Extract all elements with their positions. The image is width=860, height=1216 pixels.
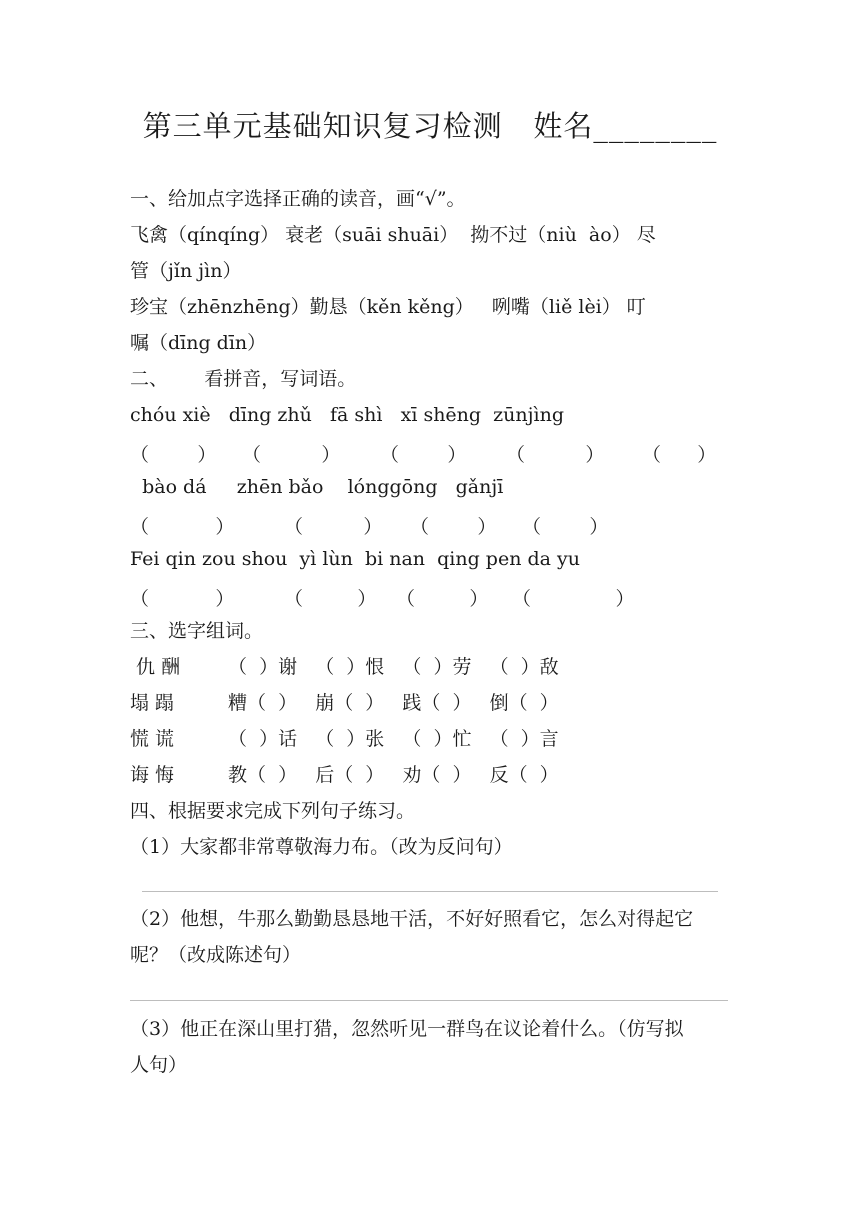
section1-line2: 管（jǐn jìn） <box>130 260 242 282</box>
answer-blank[interactable]: （ ） <box>130 516 235 538</box>
question-2-line2: 呢？（改成陈述句） <box>130 944 302 966</box>
answer-blank[interactable]: （ ） <box>130 444 217 466</box>
answer-blank[interactable]: （ ） <box>522 516 609 538</box>
question-3-line1: （3）他正在深山里打猎，忽然听见一群鸟在议论着什么。（仿写拟 <box>130 1018 684 1040</box>
char-pair-3: 慌 谎 <box>130 728 175 750</box>
word-blanks-1[interactable]: （ ）谢 （ ）恨 （ ）劳 （ ）敌 <box>228 656 559 678</box>
word-blanks-2[interactable]: 糟（ ） 崩（ ） 践（ ） 倒（ ） <box>228 692 559 714</box>
answer-blank[interactable]: （ ） <box>242 444 341 466</box>
answer-blank[interactable]: （ ） <box>284 588 377 610</box>
section1-line4: 嘱（dīng dīn） <box>130 332 267 354</box>
answer-blank[interactable]: （ ） <box>130 588 235 610</box>
char-pair-1: 仇 酬 <box>130 656 181 678</box>
section1-line1: 飞禽（qínqíng） 衰老（suāi shuāi） 拗不过（niù ào） 尽 <box>130 224 656 246</box>
answer-blank[interactable]: （ ） <box>284 516 383 538</box>
question-2-line1: （2）他想，牛那么勤勤恳恳地干活，不好好照看它，怎么对得起它 <box>130 908 694 930</box>
answer-blank[interactable]: （ ） <box>512 588 635 610</box>
section3-heading: 三、选字组词。 <box>130 620 264 642</box>
page-title: 第三单元基础知识复习检测 姓名________ <box>142 109 718 143</box>
word-blanks-4[interactable]: 教（ ） 后（ ） 劝（ ） 反（ ） <box>228 764 559 786</box>
question-3-line2: 人句） <box>130 1054 188 1076</box>
section1-line3: 珍宝（zhēnzhēng）勤恳（kěn kěng） 咧嘴（liě lèi） 叮 <box>130 296 646 318</box>
pinyin-row-3: Fei qin zou shou yì lùn bi nan qing pen da yu <box>130 548 580 570</box>
char-pair-2: 塌 蹋 <box>130 692 175 714</box>
answer-line-2[interactable] <box>130 1000 728 1001</box>
section1-heading: 一、给加点字选择正确的读音，画“√”。 <box>130 188 466 210</box>
answer-line-1[interactable] <box>142 891 718 892</box>
question-1: （1）大家都非常尊敬海力布。（改为反问句） <box>130 836 513 858</box>
answer-blank[interactable]: （ ） <box>642 444 717 466</box>
pinyin-row-1: chóu xiè dīng zhǔ fā shì xī shēng zūnjìng <box>130 404 565 426</box>
section4-heading: 四、根据要求完成下列句子练习。 <box>130 800 416 822</box>
answer-blank[interactable]: （ ） <box>396 588 489 610</box>
pinyin-row-2: bào dá zhēn bǎo lónggōng gǎnjī <box>130 476 504 498</box>
word-blanks-3[interactable]: （ ）话 （ ）张 （ ）忙 （ ）言 <box>228 728 559 750</box>
answer-blank[interactable]: （ ） <box>380 444 467 466</box>
answer-blank[interactable]: （ ） <box>506 444 605 466</box>
section2-heading: 二、 看拼音，写词语。 <box>130 368 357 390</box>
char-pair-4: 诲 悔 <box>130 764 175 786</box>
answer-blank[interactable]: （ ） <box>410 516 497 538</box>
